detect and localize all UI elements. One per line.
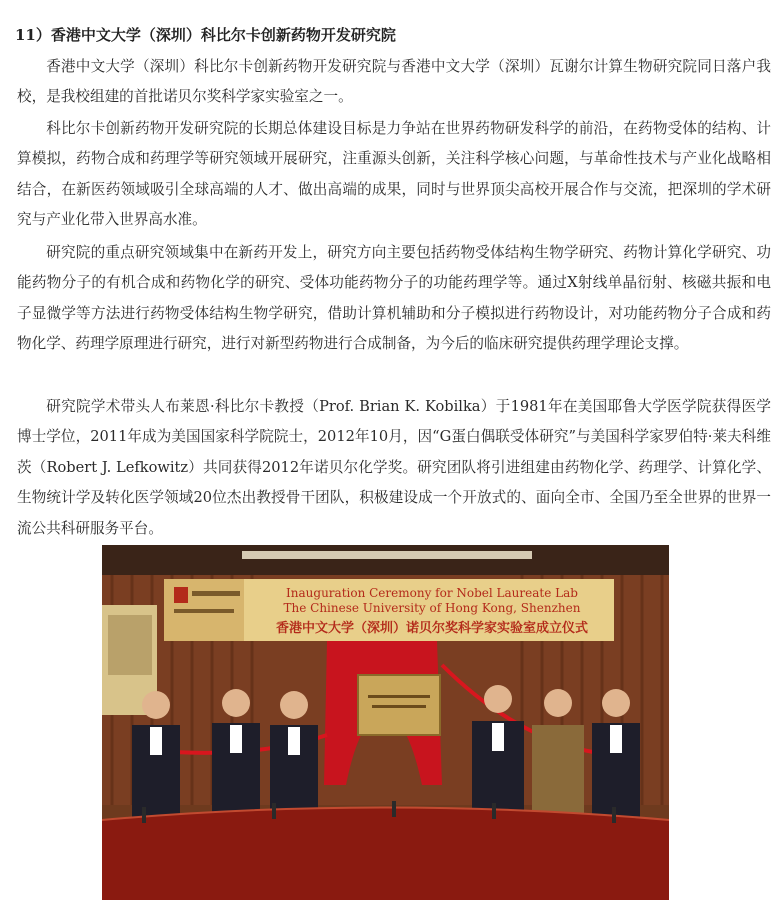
banner-line3: 香港中文大学（深圳）诺贝尔奖科学家实验室成立仪式 xyxy=(275,621,589,636)
banner-line2: The Chinese University of Hong Kong, Shenzhen xyxy=(283,601,581,615)
section-heading: 11）香港中文大学（深圳）科比尔卡创新药物开发研究院 xyxy=(15,26,396,44)
conference-table xyxy=(102,808,669,900)
banner-line1: Inauguration Ceremony for Nobel Laureate Lab xyxy=(286,586,578,600)
paragraph-intro: 香港中文大学（深圳）科比尔卡创新药物开发研究院与香港中文大学（深圳）瓦谢尔计算生物研究院同日落户我校，是我校组建的首批诺贝尔奖科学家实验室之一。 xyxy=(17,58,771,106)
paragraph-goals: 科比尔卡创新药物开发研究院的长期总体建设目标是力争站在世界药物研发科学的前沿，在药物受体的结构、计算模拟，药物合成和药理学等研究领域开展研究，注重源头创新，关注科学核心问题，与革命性技术与产业化战略相结合，在新医药领域吸引全球高端的人才、做出高端的成果，同时与世界顶尖高校开展合作与交流，把深圳的学术研究与产业化带入世界高水准。 xyxy=(17,120,771,229)
paragraph-research-areas: 研究院的重点研究领域集中在新药开发上，研究方向主要包括药物受体结构生物学研究、药物计算化学研究、功能药物分子的有机合成和药物化学的研究、受体功能药物分子的功能药理学等。通过X射线单晶衍射、核磁共振和电子显微学等方法进行药物受体结构生物学研究，借助计算机辅助和分子模拟进行药物设计，对功能药物分子合成和药物化学、药理学原理进行研究，进行对新型药物进行合成制备，为今后的临床研究提供药理学理论支撑。 xyxy=(17,244,771,353)
paragraph-leader: 研究院学术带头人布莱恩·科比尔卡教授（Prof. Brian K. Kobilka）于1981年在美国耶鲁大学医学院获得医学博士学位，2011年成为美国国家科学院院士，2012年10月，因“G蛋白偶联受体研究”与美国科学家罗伯特·莱夫科维茨（Robert J. Lefkowitz）共同获得2012年诺贝尔化学奖。研究团队将引进组建由药物化学、药理学、计算化学、生物统计学及转化医学领域20位杰出教授骨干团队，积极建设成一个开放式的、面向全市、全国乃至全世界的世界一流公共科研服务平台。 xyxy=(17,398,771,537)
ceremony-photo xyxy=(102,545,669,900)
ceremony-photo-illustration xyxy=(102,545,669,900)
